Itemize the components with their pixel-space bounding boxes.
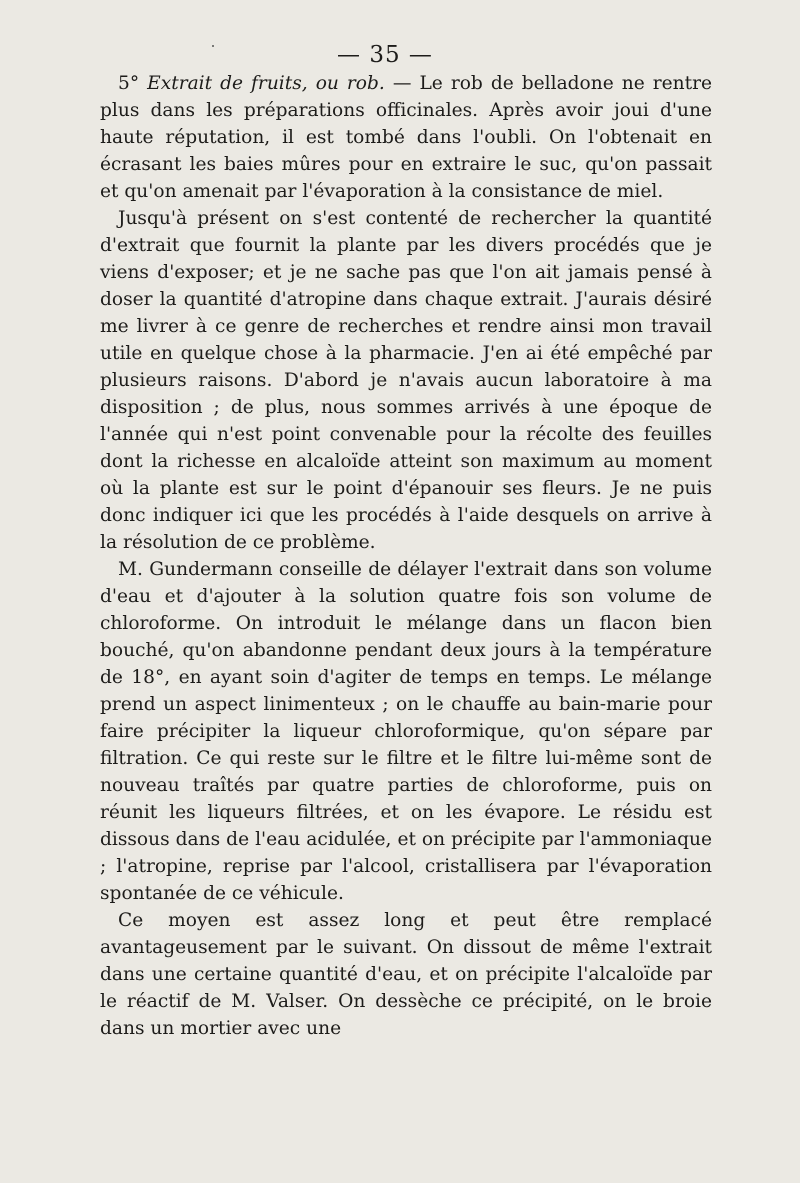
section-number: 5°: [118, 73, 140, 94]
paragraph-gundermann: M. Gundermann conseille de délayer l'extrait dans son volume d'eau et d'ajouter à la solution quatre fois son volume de chloroforme. On introduit le mélange dans un flacon bien bouché, qu'on abandonne pendant deux jours à la température de 18°, en ayant soin d'agiter de temps en temps. Le mélange prend un aspect linimenteux ; on le chauffe au bain-marie pour faire précipiter la liqueur chloroformique, qu'on sépare par filtration. Ce qui reste sur le filtre et le filtre lui-même sont de nouveau traîtés par quatre parties de chloroforme, puis on réunit les liqueurs filtrées, et on les évapore. Le résidu est dissous dans de l'eau acidulée, et on précipite par l'ammoniaque ; l'atropine, reprise par l'alcool, cristallisera par l'évaporation spontanée de ce véhicule.: [100, 559, 712, 904]
paragraph-rob: [100, 70, 712, 205]
paragraph-text: — Le rob de belladone ne rentre plus dans les préparations officinales. Après avoir joui d'une haute réputation, il est tombé dans l'oubli. On l'obtenait en écrasant les baies mûres pour en extraire le suc, qu'on passait et qu'on amenait par l'évaporation à la consistance de miel.: [100, 73, 712, 202]
paragraph-dosage: Jusqu'à présent on s'est contenté de rechercher la quantité d'extrait que fournit la plante par les divers procédés que je viens d'exposer; et je ne sache pas que l'on ait jamais pensé à doser la quantité d'atropine dans chaque extrait. J'aurais désiré me livrer à ce genre de recherches et rendre ainsi mon travail utile en quelque chose à la pharmacie. J'en ai été empêché par plusieurs raisons. D'abord je n'avais aucun laboratoire à ma disposition ; de plus, nous sommes arrivés à une époque de l'année qui n'est point convenable pour la récolte des feuilles dont la richesse en alcaloïde atteint son maximum au moment où la plante est sur le point d'épanouir ses fleurs. Je ne puis donc indiquer ici que les procédés à l'aide desquels on arrive à la résolution de ce problème.: [100, 208, 712, 553]
paragraph-valser: Ce moyen est assez long et peut être remplacé avantageusement par le suivant. On dissout de même l'extrait dans une certaine quantité d'eau, et on précipite l'alcaloïde par le réactif de M. Valser. On dessèche ce précipité, on le broie dans un mortier avec une: [100, 910, 712, 1039]
section-title: Extrait de fruits, ou rob.: [147, 73, 385, 94]
page-number: — 35 —: [337, 42, 433, 68]
body-text: [100, 70, 712, 1042]
